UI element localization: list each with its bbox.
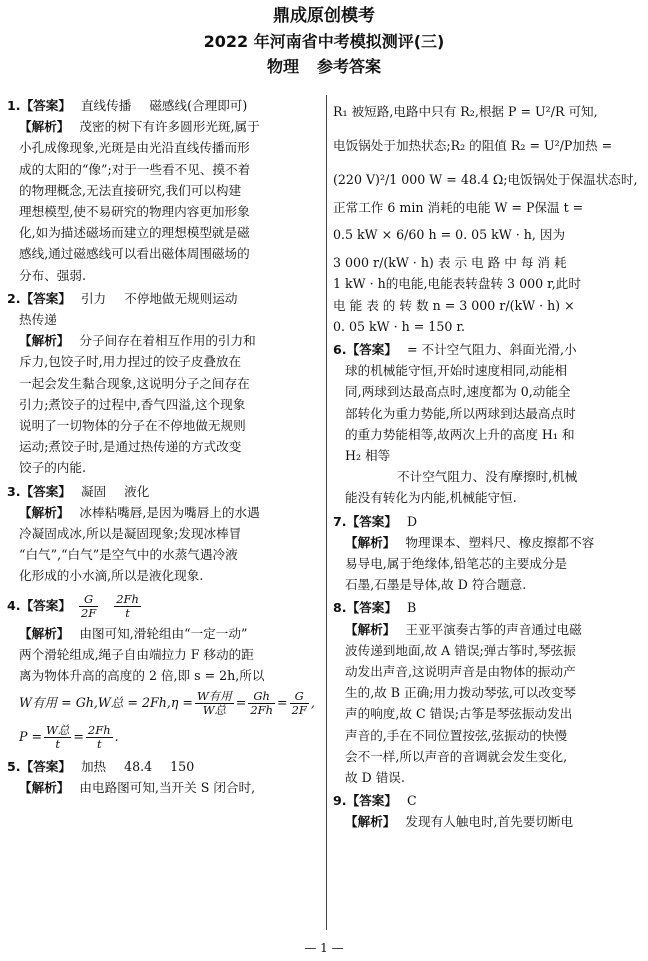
fraction-numerator: G xyxy=(79,593,98,607)
analysis-text: 声音的,手在不同位置按弦,弦振动的快慢 xyxy=(345,727,568,743)
answer-label: 【答案】 xyxy=(20,483,71,499)
answer-text: H₂ 相等 xyxy=(345,448,391,464)
analysis-text: 成的太阳的“像”;对于一些看不见、摸不着 xyxy=(19,161,251,177)
answer-text: 同,两球到达最高点时,速度都为 0,动能全 xyxy=(345,384,571,400)
fraction-denominator: t xyxy=(125,605,130,620)
analysis-label: 【解析】 xyxy=(345,534,396,550)
answer-value: 液化 xyxy=(124,483,150,499)
question-number: 1. xyxy=(7,98,21,113)
analysis-text: 离为物体升高的高度的 2 倍,即 s = 2h,所以 xyxy=(19,668,265,684)
fraction-numerator: 2Fh xyxy=(116,591,139,606)
analysis-label: 【解析】 xyxy=(19,780,70,796)
formula-text: W有用 = Gh,W总 = 2Fh,η = xyxy=(19,695,193,711)
analysis-text: 电饭锅处于加热状态;R₂ 的阻值 R₂ = U²/P加热 = xyxy=(333,138,613,153)
formula-fraction xyxy=(290,690,309,717)
answer-value: B xyxy=(406,600,417,616)
answer-value: 加热 xyxy=(80,759,107,775)
fraction-denominator: t xyxy=(55,737,60,752)
page-header xyxy=(0,4,648,79)
analysis-text: 0. 05 kW · h = 150 r. xyxy=(333,318,465,334)
analysis-text: 分布、强弱. xyxy=(19,267,86,283)
analysis-text: R₁ 被短路,电路中只有 R₂,根据 P = U²/R 可知, xyxy=(333,104,598,119)
fraction-numerator: 2Fh xyxy=(87,723,111,738)
analysis-text: 的物理概念,无法直接研究,我们可以构建 xyxy=(19,182,242,198)
analysis-text: 说明了一切物体的分子在不停地做无规则 xyxy=(19,418,246,434)
fraction-numerator: W有用 xyxy=(196,689,232,704)
analysis-text: “白气”,“白气”是空气中的水蒸气遇冷液 xyxy=(19,547,238,563)
answer-fraction xyxy=(114,593,141,620)
answer-key-title xyxy=(0,54,648,79)
subject-name: 物理 xyxy=(266,57,299,76)
answer-value: 150 xyxy=(170,759,195,775)
fraction-denominator: 2F xyxy=(80,605,97,620)
formula-text: = xyxy=(73,729,84,745)
analysis-label: 【解析】 xyxy=(345,621,396,637)
question-number: 6. xyxy=(333,342,347,358)
analysis-text: 两个滑轮组成,绳子自由端拉力 F 移动的距 xyxy=(19,646,254,662)
question-number: 4. xyxy=(7,597,21,613)
analysis-text: 由电路图可知,当开关 S 闭合时, xyxy=(79,780,256,796)
answer-value: = 不计空气阻力、斜面光滑,小 xyxy=(406,342,577,358)
question-3 xyxy=(7,481,319,587)
analysis-text: 会不一样,所以声音的音调就会发生变化, xyxy=(345,748,568,764)
analysis-text: 分子间存在着相互作用的引力和 xyxy=(79,333,256,349)
answer-label: 【答案】 xyxy=(346,600,397,616)
question-4 xyxy=(7,589,319,755)
analysis-text: 石墨,石墨是导体,故 D 符合题意. xyxy=(345,577,527,593)
formula-text: = xyxy=(235,695,247,711)
answer-heading: 参考答案 xyxy=(317,57,382,76)
analysis-text: 由图可知,滑轮组由“一定一动” xyxy=(79,625,248,641)
question-1 xyxy=(7,95,319,286)
answer-text: 的重力势能相等,故两次上升的高度 H₁ 和 xyxy=(345,426,575,442)
analysis-text: 王亚平演奏古筝的声音通过电磁 xyxy=(405,621,582,637)
formula-fraction xyxy=(195,690,234,717)
analysis-text: 3 000 r/(kW · h) 表 示 电 路 中 每 消 耗 xyxy=(333,255,567,271)
analysis-text: 正常工作 6 min 消耗的电能 W = P保温 t = xyxy=(333,200,584,215)
analysis-label: 【解析】 xyxy=(19,119,70,135)
question-9 xyxy=(333,790,638,832)
formula-fraction xyxy=(248,690,275,717)
formula-text: = xyxy=(277,695,288,711)
analysis-text: 化形成的小水滴,所以是液化现象. xyxy=(19,568,204,584)
analysis-text: 动发出声音,这说明声音是由物体的振动产 xyxy=(345,664,576,680)
question-5-continued xyxy=(333,95,638,337)
fraction-numerator: Gh xyxy=(248,690,275,704)
analysis-label: 【解析】 xyxy=(19,504,70,520)
answer-text: 球的机械能守恒,开始时速度相同,动能相 xyxy=(345,363,568,379)
answer-label: 【答案】 xyxy=(20,290,71,306)
analysis-text: 冷凝固成冰,所以是凝固现象;发现冰棒冒 xyxy=(19,526,242,542)
formula-power xyxy=(7,720,319,754)
formula-text: P = xyxy=(19,729,43,745)
question-8 xyxy=(333,597,638,788)
question-number: 3. xyxy=(7,483,21,499)
answer-value: 48.4 xyxy=(124,759,153,775)
fraction-denominator: W总 xyxy=(202,703,227,718)
fraction-denominator: t xyxy=(96,737,102,752)
analysis-text: 化,如为描述磁场而建立的理想模型就是磁 xyxy=(19,225,250,241)
answer-text: 不计空气阻力、没有摩擦时,机械 xyxy=(397,469,578,485)
answer-label: 【答案】 xyxy=(346,342,397,358)
analysis-text: 茂密的树下有许多圆形光斑,属于 xyxy=(79,119,260,135)
analysis-text: 斥力,包饺子时,用力捏过的饺子皮叠放在 xyxy=(19,354,242,370)
question-number: 7. xyxy=(333,513,347,529)
analysis-text: 一起会发生黏合现象,这说明分子之间存在 xyxy=(19,375,250,391)
analysis-text: 理想模型,使不易研究的物理内容更加形象 xyxy=(19,204,250,220)
analysis-text: 波传递到地面,故 A 错误;弹古筝时,琴弦振 xyxy=(345,642,576,658)
answer-value: D xyxy=(406,513,418,529)
answer-value: 热传递 xyxy=(19,312,57,328)
analysis-text: 引力;煮饺子的过程中,香气四溢,这个现象 xyxy=(19,396,246,412)
analysis-label: 【解析】 xyxy=(345,814,396,830)
right-column xyxy=(333,95,638,835)
analysis-text: 电 能 表 的 转 数 n = 3 000 r/(kW · h) × xyxy=(333,297,575,313)
fraction-numerator: G xyxy=(290,690,309,704)
answer-label: 【答案】 xyxy=(346,513,397,529)
analysis-text: 饺子的内能. xyxy=(19,460,86,476)
column-divider xyxy=(326,95,327,930)
left-column xyxy=(7,95,319,801)
question-number: 5. xyxy=(7,759,21,775)
question-number: 9. xyxy=(333,793,347,809)
formula-fraction xyxy=(44,724,71,751)
analysis-text: (220 V)²/1 000 W = 48.4 Ω;电饭锅处于保温状态时, xyxy=(333,172,638,187)
answer-value: 直线传播 xyxy=(80,98,132,113)
analysis-text: 0.5 kW × 6/60 h = 0. 05 kW · h, 因为 xyxy=(333,227,566,243)
analysis-text: 发现有人触电时,首先要切断电 xyxy=(405,814,574,830)
answer-text: 部转化为重力势能,所以两球到达最高点时 xyxy=(345,405,576,421)
analysis-text: 感线,通过磁感线可以看出磁体周围磁场的 xyxy=(19,246,250,262)
analysis-text: 易导电,属于绝缘体,铅笔芯的主要成分是 xyxy=(345,556,568,572)
answer-value: 不停地做无规则运动 xyxy=(124,290,238,306)
analysis-text: 声的响度,故 C 错误;古筝是琴弦振动发出 xyxy=(345,706,573,722)
formula-fraction xyxy=(86,724,113,751)
answer-value: 磁感线(合理即可) xyxy=(149,98,248,113)
question-6 xyxy=(333,339,638,509)
answer-label: 【答案】 xyxy=(346,793,397,809)
fraction-denominator: 2F xyxy=(291,703,307,718)
answer-text: 能没有转化为内能,机械能守恒. xyxy=(345,490,517,506)
exam-series-title: 鼎成原创模考 xyxy=(273,6,375,26)
answer-value: 凝固 xyxy=(80,483,107,499)
formula-text: , xyxy=(310,695,315,711)
analysis-text: 物理课本、塑料尺、橡皮擦都不容 xyxy=(405,534,595,550)
question-5 xyxy=(7,756,319,798)
analysis-text: 故 D 错误. xyxy=(345,770,405,786)
answer-value: 引力 xyxy=(80,290,107,306)
analysis-text: 小孔成像现象,光斑是由光沿直线传播而形 xyxy=(19,140,250,156)
answer-label: 【答案】 xyxy=(20,597,71,613)
fraction-denominator: 2Fh xyxy=(250,703,274,718)
answer-label: 【答案】 xyxy=(20,759,71,775)
answer-fraction xyxy=(79,593,98,620)
answer-value: C xyxy=(406,793,417,809)
question-2 xyxy=(7,288,319,479)
exam-title: 2022 年河南省中考模拟测评(三) xyxy=(203,32,445,51)
question-7 xyxy=(333,511,638,596)
analysis-label: 【解析】 xyxy=(19,625,70,641)
formula-text: . xyxy=(114,729,119,745)
analysis-text: 冰棒粘嘴唇,是因为嘴唇上的水遇 xyxy=(79,504,260,520)
analysis-text: 运动;煮饺子时,是通过热传递的方式改变 xyxy=(19,439,242,455)
answer-label: 【答案】 xyxy=(20,98,71,113)
question-number: 8. xyxy=(333,600,347,616)
page-number: — 1 — xyxy=(304,941,344,955)
fraction-numerator: W总 xyxy=(46,723,70,738)
formula-efficiency xyxy=(7,686,319,720)
analysis-text: 生的,故 B 正确;用力拨动琴弦,可以改变琴 xyxy=(345,685,577,701)
question-number: 2. xyxy=(7,290,21,306)
analysis-text: 1 kW · h的电能,电能表转盘转 3 000 r,此时 xyxy=(333,276,581,292)
analysis-label: 【解析】 xyxy=(19,333,70,349)
